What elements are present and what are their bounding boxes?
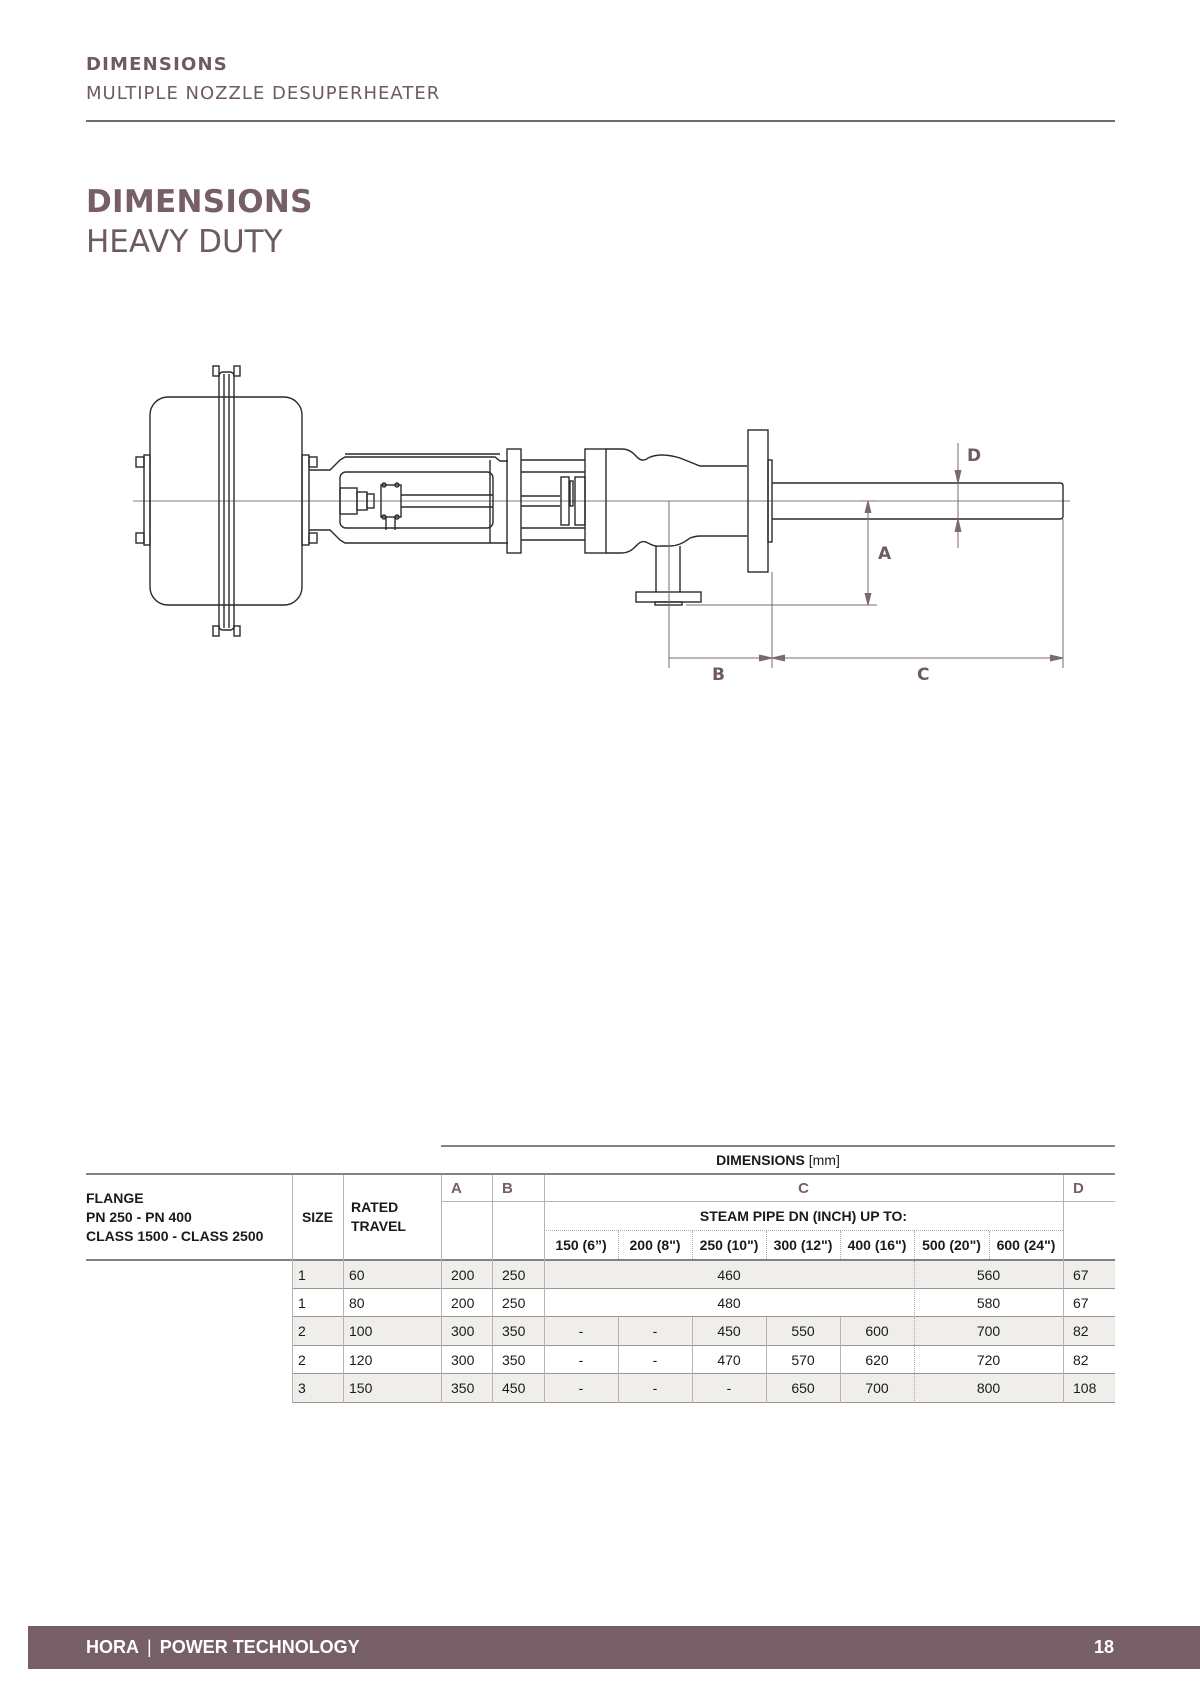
rule <box>441 1175 442 1403</box>
pipe-size-header: 500 (20") <box>922 1237 981 1253</box>
cell-c: 650 <box>791 1380 815 1396</box>
section-title: DIMENSIONS <box>86 184 313 220</box>
cell-travel: 150 <box>349 1380 373 1396</box>
cell-a: 300 <box>451 1323 475 1339</box>
desuperheater-drawing <box>0 330 1200 710</box>
cell-d: 82 <box>1073 1323 1089 1339</box>
rule <box>343 1175 344 1403</box>
pipe-size-header: 250 (10") <box>699 1237 759 1253</box>
cell-a: 200 <box>451 1295 475 1311</box>
cell-c: 470 <box>717 1352 741 1368</box>
cell-c: - <box>578 1323 584 1339</box>
rule <box>1063 1175 1064 1403</box>
col-a-header: A <box>451 1179 462 1197</box>
rule <box>292 1402 1115 1403</box>
cell-travel: 100 <box>349 1323 373 1339</box>
footer-separator: | <box>147 1637 152 1657</box>
dim-label-d: D <box>967 446 982 466</box>
cell-size: 1 <box>298 1295 306 1311</box>
steam-pipe-header: STEAM PIPE DN (INCH) UP TO: <box>699 1208 908 1224</box>
cell-a: 200 <box>451 1267 475 1283</box>
cell-c: - <box>726 1380 732 1396</box>
cell-c-high: 720 <box>976 1352 1001 1368</box>
running-header-title: DIMENSIONS <box>86 54 228 75</box>
cell-travel: 120 <box>349 1352 373 1368</box>
footer-brand: HORA <box>86 1637 139 1657</box>
cell-c: - <box>652 1323 658 1339</box>
cell-d: 67 <box>1073 1295 1089 1311</box>
cell-c: 450 <box>717 1323 741 1339</box>
pipe-size-header: 600 (24") <box>996 1237 1056 1253</box>
pipe-size-header: 400 (16") <box>847 1237 907 1253</box>
cell-size: 2 <box>298 1323 306 1339</box>
dimensions-table <box>86 1145 1115 1405</box>
cell-c: 570 <box>791 1352 815 1368</box>
cell-c: 620 <box>865 1352 889 1368</box>
rule <box>492 1175 493 1403</box>
group-header <box>441 1147 1115 1173</box>
cell-b: 450 <box>502 1380 526 1396</box>
cell-c: 600 <box>865 1323 889 1339</box>
cell-b: 350 <box>502 1323 526 1339</box>
group-header-title: DIMENSIONS <box>716 1152 805 1168</box>
pipe-size-header: 300 (12") <box>773 1237 833 1253</box>
cell-c-high: 560 <box>976 1267 1001 1283</box>
dim-label-b: B <box>712 665 725 685</box>
rated-travel-header <box>351 1175 441 1259</box>
cell-b: 250 <box>502 1295 526 1311</box>
cell-size: 1 <box>298 1267 306 1283</box>
cell-size: 3 <box>298 1380 306 1396</box>
dim-label-a: A <box>878 544 892 564</box>
footer-brand-line <box>86 1637 360 1658</box>
cell-size: 2 <box>298 1352 306 1368</box>
cell-c: 700 <box>865 1380 889 1396</box>
flange-line: CLASS 1500 - CLASS 2500 <box>86 1228 264 1244</box>
cell-c: - <box>652 1352 658 1368</box>
yoke <box>309 454 508 543</box>
rated-travel-line: RATED <box>351 1199 399 1215</box>
flange-line: FLANGE <box>86 1190 144 1206</box>
header-divider <box>86 120 1115 122</box>
cell-a: 300 <box>451 1352 475 1368</box>
rated-travel-line: TRAVEL <box>351 1218 406 1234</box>
cell-c: 550 <box>791 1323 815 1339</box>
cell-c: - <box>652 1380 658 1396</box>
col-c-header: C <box>798 1179 809 1197</box>
running-header-subtitle: MULTIPLE NOZZLE DESUPERHEATER <box>86 83 441 104</box>
cell-b: 350 <box>502 1352 526 1368</box>
cell-d: 67 <box>1073 1267 1089 1283</box>
size-header: SIZE <box>301 1209 334 1225</box>
page-footer <box>28 1626 1200 1669</box>
cell-c: - <box>578 1352 584 1368</box>
cell-c-high: 800 <box>976 1380 1001 1396</box>
flange-header <box>86 1189 292 1259</box>
cell-c-merged: 460 <box>717 1267 741 1283</box>
group-header-unit: [mm] <box>808 1152 840 1168</box>
cell-d: 108 <box>1073 1380 1097 1396</box>
cell-d: 82 <box>1073 1352 1089 1368</box>
pipe-size-header: 150 (6”) <box>555 1237 607 1253</box>
cell-c-high: 580 <box>976 1295 1001 1311</box>
col-b-header: B <box>502 1179 513 1197</box>
cell-c-merged: 480 <box>717 1295 741 1311</box>
cell-travel: 80 <box>349 1295 365 1311</box>
dimension-lines <box>669 443 1063 668</box>
page-number: 18 <box>1093 1637 1114 1657</box>
bonnet <box>521 460 585 540</box>
cell-c-high: 700 <box>976 1323 1001 1339</box>
valve-body <box>585 449 747 605</box>
flange-line: PN 250 - PN 400 <box>86 1209 192 1225</box>
pipe-size-header: 200 (8") <box>629 1237 681 1253</box>
cell-c: - <box>578 1380 584 1396</box>
footer-tagline: POWER TECHNOLOGY <box>159 1637 360 1657</box>
section-subtitle: HEAVY DUTY <box>86 224 283 260</box>
cell-b: 250 <box>502 1267 526 1283</box>
dim-label-c: C <box>917 665 930 685</box>
cell-travel: 60 <box>349 1267 365 1283</box>
cell-a: 350 <box>451 1380 475 1396</box>
col-d-header: D <box>1073 1179 1084 1197</box>
